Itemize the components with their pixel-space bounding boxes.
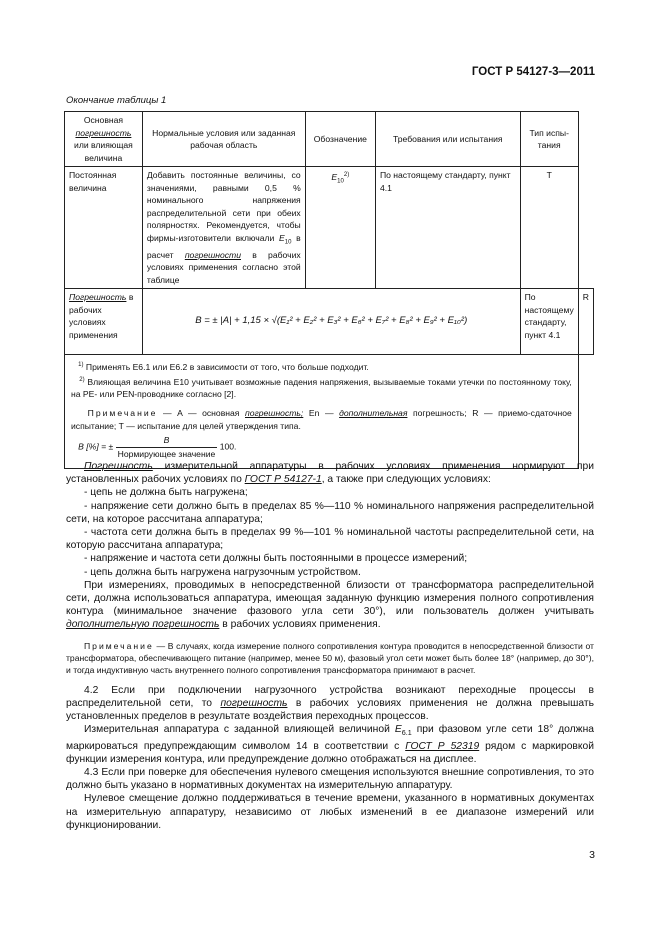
row1-test-type: Т (520, 167, 578, 289)
paragraph: Измерительная аппаратура с заданной влияющей величиной $E_{6.1}$ при фазовом угле сети 18° должна маркироваться предупреждающим символом 14 в соответствии с ГОСТ Р 52319 рядом с маркировкой функции измерения контура, или предупреждение должно отображаться на дисплее. (66, 724, 594, 765)
row2-formula: B = ± |A| + 1,15 × √(E₁² + E₂² + E₃² + E₆² + E₇² + E₈² + E₉² + E₁₀²) (142, 289, 520, 355)
list-item: - напряжение сети должно быть в пределах 85 %—110 % номинального напряжения распределительной сети, на которое рассчитана аппаратура; (66, 500, 594, 525)
paragraph: Погрешность измерительной аппаратуры в рабочих условиях применения нормируют при установленных рабочих условиях по ГОСТ Р 54127-1, а также при следующих условиях: (66, 461, 594, 486)
table-header-row (65, 112, 594, 167)
list-item: - напряжение и частота сети должны быть постоянными в процессе измерений; (84, 553, 468, 565)
paragraph: Нулевое смещение должно поддерживаться в течение времени, указанного в нормативных документах на измерительную аппаратуру, независимо от любых изменений в ее диапазоне измерений или функционировании. (66, 793, 594, 831)
footnote-2: $^{2)}$ Влияющая величина E10 учитывает возможные падения напряжения, вызываемые токами утечки по постоянному току, на PE- или PEN-проводнике согласно [2]. (71, 376, 572, 399)
header-col-test-type: Тип испы- тания (520, 112, 578, 167)
list-item: - цепь не должна быть нагружена; (84, 487, 248, 499)
row1-quantity: Постоянная величина (65, 167, 143, 289)
list-item: - частота сети должна быть в пределах 99 %—101 % номинальной частоты распределительной сети, на которую рассчитана аппаратура; (66, 527, 594, 552)
clause-4-3: 4.3 Если при поверке для обеспечения нулевого смещения используются внешние сопротивления, то это должно быть указано в нормативных документах на измерительную аппаратуру. (66, 766, 594, 792)
percent-formula: B [%] = ± $\frac{B}{\text{Нормирующее значение}}$ 100. (78, 435, 237, 459)
table-row (65, 167, 594, 289)
footnote-1: $^{1)}$ Применять E6.1 или E6.2 в зависимости от того, что больше подходит. (78, 362, 369, 373)
table-notes-row (65, 355, 594, 469)
row2-test-type: R (578, 289, 593, 355)
row2-quantity: Погрешность в рабочих условиях применения (65, 289, 143, 355)
table-caption: Окончание таблицы 1 (66, 95, 167, 106)
clause-4-2: 4.2 Если при подключении нагрузочного устройства возникают переходные процессы в распределительной сети, то погрешность в рабочих условиях применения не должна превышать установленных пределов в результате воздействия переходных процессов. (66, 684, 594, 723)
document-code: ГОСТ Р 54127-3—2011 (471, 66, 595, 78)
header-col-conditions: Нормальные условия или заданная рабочая область (142, 112, 305, 167)
header-col-quantity: Основная погрешность или влияющая величина (65, 112, 143, 167)
paragraph: При измерениях, проводимых в непосредственной близости от трансформатора распределительной сети, должна использоваться аппаратура, имеющая заданную функцию измерения полного сопротивления контура (минимальное значение фазового угла сети 30°), или пользователь должен учитывать дополнительную погрешность в рабочих условиях применения. (66, 579, 594, 631)
row1-symbol: $E_{10}^{2)}$ (305, 167, 375, 289)
list-item: - цепь должна быть нагружена нагрузочным устройством. (84, 566, 361, 578)
table-note: Примечание — A — основная погрешность; En — дополнительная погрешность; R — приемо-сдаточное испытание; Т — испытание для целей утверждения типа. (71, 408, 572, 431)
main-text (66, 460, 594, 832)
row2-requirement: По настоящему стандарту, пункт 4.1 (520, 289, 578, 355)
row1-requirement: По настоящему стандарту, пункт 4.1 (375, 167, 520, 289)
requirements-table (64, 111, 594, 469)
table-notes (65, 355, 579, 469)
row1-conditions: Добавить постоянные величины, со значениями, равными 0,5 % номинального напряжения распределительной сети при обеих полярностях. Рекомендуется, чтобы фирмы-изготовители включали $E_{10}$ в расчет погрешности в рабочих условиях применения согласно этой таблице (142, 167, 305, 289)
header-col-symbol: Обозначение (305, 112, 375, 167)
header-col-requirements: Требования или испытания (375, 112, 520, 167)
page-number: 3 (589, 849, 595, 861)
table-row (65, 289, 594, 355)
note: Примечание — В случаях, когда измерение полного сопротивления контура проводится в непосредственной близости от трансформатора, обеспечивающего питание (например, менее 50 м), фазовый угол сети может быть более 18° (например, до 30°), и тогда индуктивную часть внутреннего полного сопротивления трансформатора принимают в расчет. (66, 640, 594, 675)
